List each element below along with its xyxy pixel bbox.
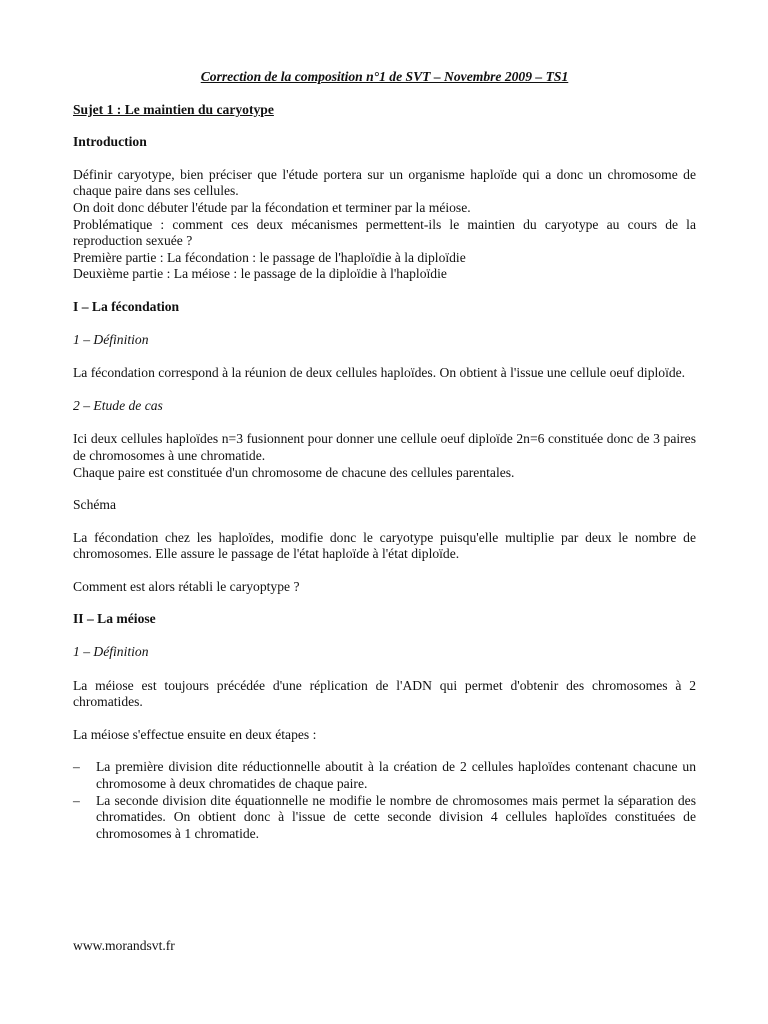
- dash-bullet: –: [73, 759, 80, 775]
- document-title: Correction de la composition n°1 de SVT – Novembre 2009 – TS1: [200, 69, 569, 84]
- part1-case-text: Ici deux cellules haploïdes n=3 fusionnent pour donner une cellule oeuf diploïde 2n=6 constituée donc de 3 paires de chromosomes à une chromatide.: [73, 431, 696, 463]
- document-body: [73, 69, 696, 842]
- intro-problem-text: Problématique : comment ces deux mécanismes permettent-ils le maintien du caryotype au cours de la reproduction sexuée ?: [73, 216, 696, 249]
- part2-steps-intro: La méiose s'effectue ensuite en deux étapes :: [73, 726, 317, 742]
- footer-url: www.morandsvt.fr: [73, 938, 175, 953]
- part1-definition: La fécondation correspond à la réunion de deux cellules haploïdes. On obtient à l'issue une cellule oeuf diploïde.: [73, 365, 686, 381]
- list-item: [73, 759, 696, 792]
- part2-definition: La méiose est toujours précédée d'une réplication de l'ADN qui permet d'obtenir des chromosomes à 2 chromatides.: [73, 677, 696, 710]
- intro-part2-text: Deuxième partie : La méiose : le passage de la diploïdie à l'haploïdie: [73, 266, 447, 282]
- meiosis-steps-list: [73, 759, 696, 842]
- list-item-text: La seconde division dite équationnelle ne modifie le nombre de chromosomes mais permet la séparation des chromatides. On obtient donc à l'issue de cette seconde division 4 cellules haploïdes constituées de chromosomes à 1 chromatide.: [96, 792, 696, 841]
- intro-paragraph: [73, 167, 696, 283]
- part1-conclusion: La fécondation chez les haploïdes, modifie donc le caryotype puisqu'elle multiplie par deux le nombre de chromosomes. Elle assure le passage de l'état haploïde à l'état diploïde.: [73, 529, 696, 562]
- part1-question: Comment est alors rétabli le caryoptype ?: [73, 578, 300, 594]
- part2-heading: II – La méiose: [73, 611, 156, 627]
- list-item-text: La première division dite réductionnelle aboutit à la création de 2 cellules haploïdes contenant chacune un chromosome à deux chromatides de chaque paire.: [96, 759, 696, 792]
- intro-definition-text: Définir caryotype, bien préciser que l'étude portera sur un organisme haploïde qui a donc un chromosome de chaque paire dans ses cellules.: [73, 166, 696, 199]
- intro-heading: Introduction: [73, 134, 147, 150]
- dash-bullet: –: [73, 792, 80, 808]
- subject-heading: Sujet 1 : Le maintien du caryotype: [73, 101, 274, 117]
- intro-part1-text: Première partie : La fécondation : le passage de l'haploïdie à la diploïdie: [73, 249, 466, 265]
- part1-sub1-heading: 1 – Définition: [73, 331, 149, 347]
- list-item: [73, 793, 696, 843]
- part2-sub1-heading: 1 – Définition: [73, 644, 149, 660]
- part1-heading: I – La fécondation: [73, 298, 180, 314]
- intro-plan-text: On doit donc débuter l'étude par la fécondation et terminer par la méiose.: [73, 199, 471, 215]
- part1-sub2-heading: 2 – Etude de cas: [73, 397, 163, 413]
- part1-schema-label: Schéma: [73, 497, 117, 513]
- part1-case-paragraph: [73, 431, 696, 481]
- part1-case-pairs-text: Chaque paire est constituée d'un chromosome de chacune des cellules parentales.: [73, 464, 515, 480]
